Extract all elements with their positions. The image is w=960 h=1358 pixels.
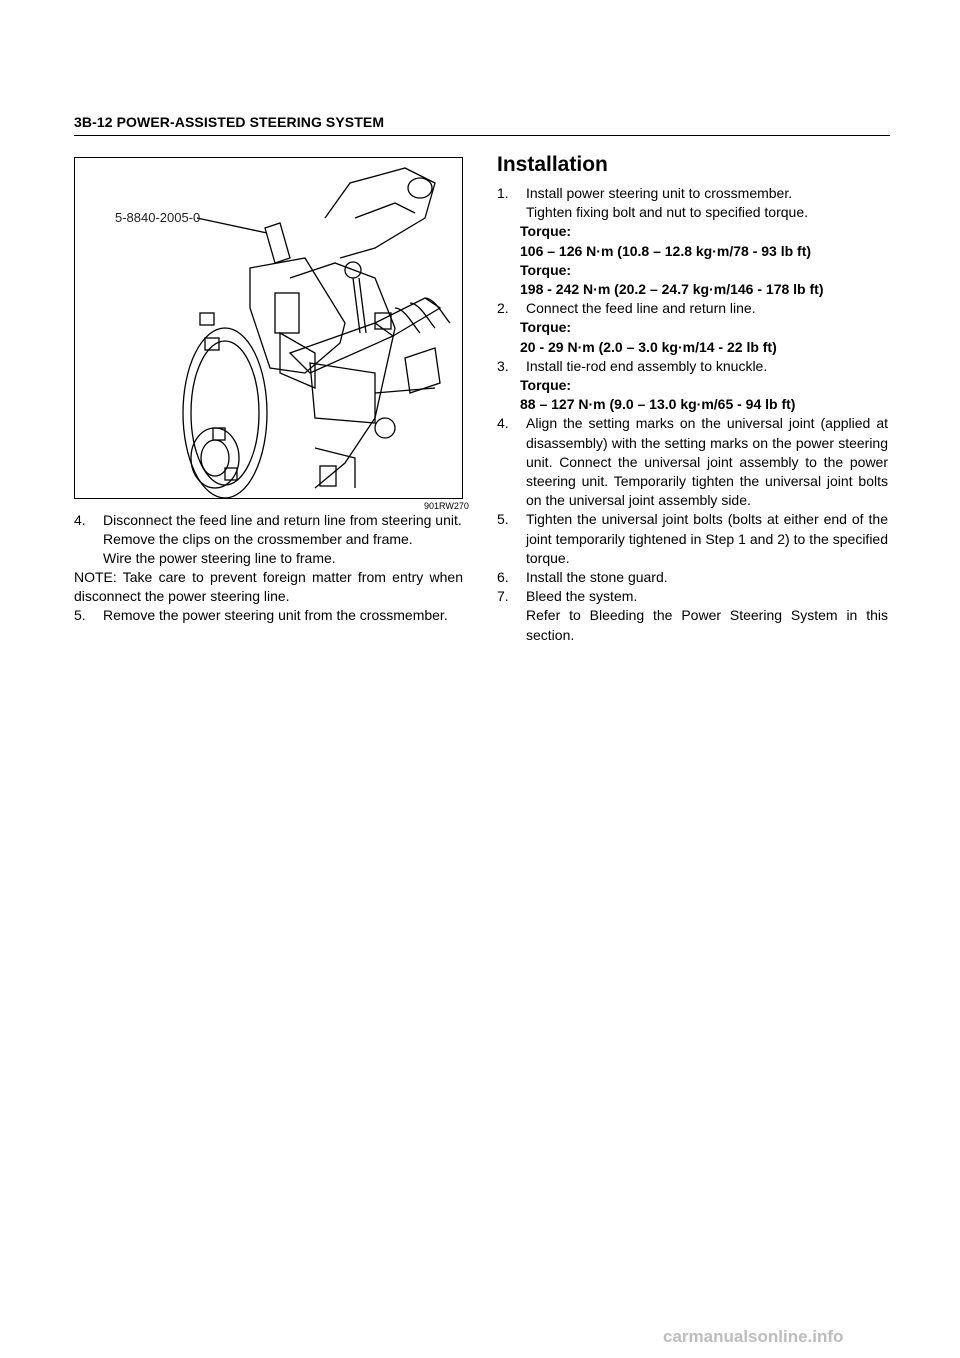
callout-leader [197,218,267,233]
torque-label: Torque: [520,377,572,394]
step-number: 5. [497,511,509,528]
step-number: 4. [74,512,86,528]
torque-label: Torque: [520,319,572,336]
torque-value: 198 - 242 N·m (20.2 – 24.7 kg·m/146 - 178 lb ft) [520,281,824,298]
install-step-7 [497,587,888,606]
step-text: Remove the power steering unit from the crossmember. [103,607,448,623]
removal-step-4 [74,511,463,530]
step-sub: Refer to Bleeding the Power Steering System in this section. [526,607,888,643]
step-text: Bleed the system. [526,588,638,605]
install-step-4 [497,414,888,510]
step-number: 5. [74,607,86,623]
removal-step-5 [74,606,463,625]
page-header [74,114,890,136]
step-sub-1: Remove the clips on the crossmember and frame. [103,531,413,547]
step-sub: Tighten fixing bolt and nut to specified torque. [526,204,808,221]
install-step-2 [497,299,888,318]
step-text: Connect the feed line and return line. [526,300,756,317]
step-text: Disconnect the feed line and return line from steering unit. [103,512,462,528]
torque-value: 106 – 126 N·m (10.8 – 12.8 kg·m/78 - 93 lb ft) [520,242,812,259]
step-number: 7. [497,588,509,605]
figure-id: 901RW270 [424,501,469,511]
install-step-6 [497,568,888,587]
step-number: 3. [497,357,509,374]
watermark: carmanualsonline.info [663,1327,844,1346]
step-number: 6. [497,569,509,586]
tool-number-callout: 5-8840-2005-0 [115,210,201,225]
torque-label: Torque: [520,223,572,240]
section-title: Installation [497,153,608,176]
step-sub-2: Wire the power steering line to frame. [103,550,336,566]
install-step-1 [497,184,888,203]
install-step-5 [497,510,888,568]
removal-steps [74,511,463,625]
torque-label: Torque: [520,261,572,278]
step-text: Install the stone guard. [526,569,668,586]
step-text: Align the setting marks on the universal joint (applied at disassembly) with the setting marks on the power steering unit. Connect the universal joint assembly to the power steering unit. Temporarily tighten the universal joint bolts on the universal joint assembly side. [526,415,888,509]
step-text: Install tie-rod end assembly to knuckle. [526,357,768,374]
step-number: 4. [497,415,509,432]
install-step-3 [497,357,888,376]
page-title: 3B-12 POWER-ASSISTED STEERING SYSTEM [74,114,385,130]
note-text: NOTE: Take care to prevent foreign matter from entry when disconnect the power steering line. [74,569,463,604]
step-number: 2. [497,300,509,317]
torque-value: 88 – 127 N·m (9.0 – 13.0 kg·m/65 - 94 lb ft) [520,396,796,413]
torque-value: 20 - 29 N·m (2.0 – 3.0 kg·m/14 - 22 lb ft) [520,338,777,355]
step-text: Install power steering unit to crossmember. [526,185,793,201]
tie-rod-puller-illustration [74,157,463,499]
installation-section [497,152,888,645]
step-text: Tighten the universal joint bolts (bolts at either end of the joint temporarily tightened in Step 1 and 2) to the specified torque. [526,511,888,566]
step-number: 1. [497,185,509,201]
